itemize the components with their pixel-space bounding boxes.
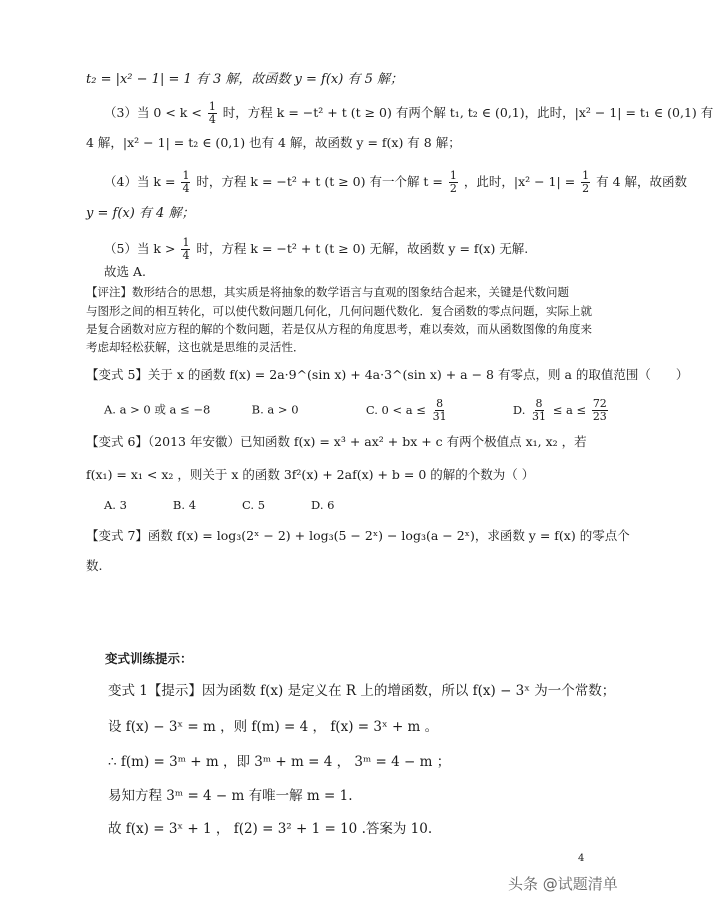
comment-line-4: 考虑却轻松获解，这也就是思维的灵活性． xyxy=(86,340,305,354)
option-b: B. a > 0 xyxy=(251,402,299,417)
fraction-one-quarter: $\frac{1}{4}$ xyxy=(208,100,216,126)
fraction-one-half: $\frac{1}{2}$ xyxy=(449,169,457,195)
case-3-cont: 4 解，|x² − 1| = t₂ ∈ (0,1) 也有 4 解，故函数 y = f(x) 有 8 解； xyxy=(86,135,461,150)
variant-6-options: A. 3 B. 4 C. 5 D. 6 xyxy=(104,498,335,512)
comment-line-2: 与图形之间的相互转化，可以使代数问题几何化，几何问题代数化．复合函数的零点问题，实际上就 xyxy=(86,304,592,318)
case-4-line: （4）当 k = $\frac{1}{4}$ 时，方程 k = −t² + t (t ≥ 0) 有一个解 t = $\frac{1}{2}$ ，此时，|x² − 1| = $\frac{1}{2}$ 有 4 解，故函数 xyxy=(104,169,688,195)
variant-5-options xyxy=(104,398,610,423)
variant-6-question-line-2: f(x₁) = x₁ < x₂ ，则关于 x 的函数 3f²(x) + 2af(x) + b = 0 的解的个数为（ ） xyxy=(86,467,535,482)
fraction-one-half: $\frac{1}{2}$ xyxy=(582,169,590,195)
case-4-cont: y = f(x) 有 4 解； xyxy=(86,206,195,221)
line-t2: t₂ = |x² − 1| = 1 有 3 解，故函数 y = f(x) 有 5 解； xyxy=(86,72,404,87)
variant-7-question-line-1: 【变式 7】函数 f(x) = log₃(2ˣ − 2) + log₃(5 − 2ˣ) − log₃(a − 2ˣ)，求函数 y = f(x) 的零点个 xyxy=(86,528,630,543)
variant-5-question: 【变式 5】关于 x 的函数 f(x) = 2a·9^(sin x) + 4a·3^(sin x) + a − 8 有零点，则 a 的取值范围（ ） xyxy=(86,367,689,382)
option-c: C. 0 < a ≤ $\frac{8}{31}$ xyxy=(365,397,447,423)
hint-line-2: 设 f(x) − 3ˣ = m ，则 f(m) = 4 ， f(x) = 3ˣ + m 。 xyxy=(108,719,439,735)
comment-line-3: 是复合函数对应方程的解的个数问题，若是仅从方程的角度思考，难以奏效，而从函数图像的角度来 xyxy=(86,322,592,336)
variant-7-question-line-2: 数. xyxy=(86,558,103,573)
case-5-line: （5）当 k > $\frac{1}{4}$ 时，方程 k = −t² + t (t ≥ 0) 无解，故函数 y = f(x) 无解. xyxy=(104,236,529,262)
hint-line-5: 故 f(x) = 3ˣ + 1 ， f(2) = 3² + 1 = 10 .答案为 10. xyxy=(108,821,433,837)
watermark: 头条 @试题清单 xyxy=(508,875,618,893)
option-d: D. $\frac{8}{31}$ ≤ a ≤ $\frac{72}{23}$ xyxy=(512,397,607,423)
hint-line-3: ∴ f(m) = 3ᵐ + m ，即 3ᵐ + m = 4 ， 3ᵐ = 4 − m ； xyxy=(108,754,451,770)
page-number: 4 xyxy=(578,853,585,864)
comment-line-1: 【评注】数形结合的思想，其实质是将抽象的数学语言与直观的图象结合起来，关键是代数问题 xyxy=(86,285,569,299)
case-3-line: （3）当 0 < k < $\frac{1}{4}$ 时，方程 k = −t² + t (t ≥ 0) 有两个解 t₁, t₂ ∈ (0,1)，此时，|x² − 1| = t₁ ∈ (0,1) 有 xyxy=(104,100,713,126)
fraction-one-quarter: $\frac{1}{4}$ xyxy=(182,169,190,195)
answer-line: 故选 A. xyxy=(104,264,146,279)
hint-line-1: 变式 1【提示】因为函数 f(x) 是定义在 R 上的增函数，所以 f(x) − 3ˣ 为一个常数； xyxy=(108,683,616,699)
hints-title: 变式训练提示： xyxy=(105,651,193,666)
fraction-one-quarter: $\frac{1}{4}$ xyxy=(182,236,190,262)
hint-line-4: 易知方程 3ᵐ = 4 − m 有唯一解 m = 1. xyxy=(108,788,353,804)
variant-6-question-line-1: 【变式 6】（2013 年安徽）已知函数 f(x) = x³ + ax² + bx + c 有两个极值点 x₁, x₂ ，若 xyxy=(86,434,587,449)
option-a: A. a > 0 或 a ≤ −8 xyxy=(104,402,211,417)
